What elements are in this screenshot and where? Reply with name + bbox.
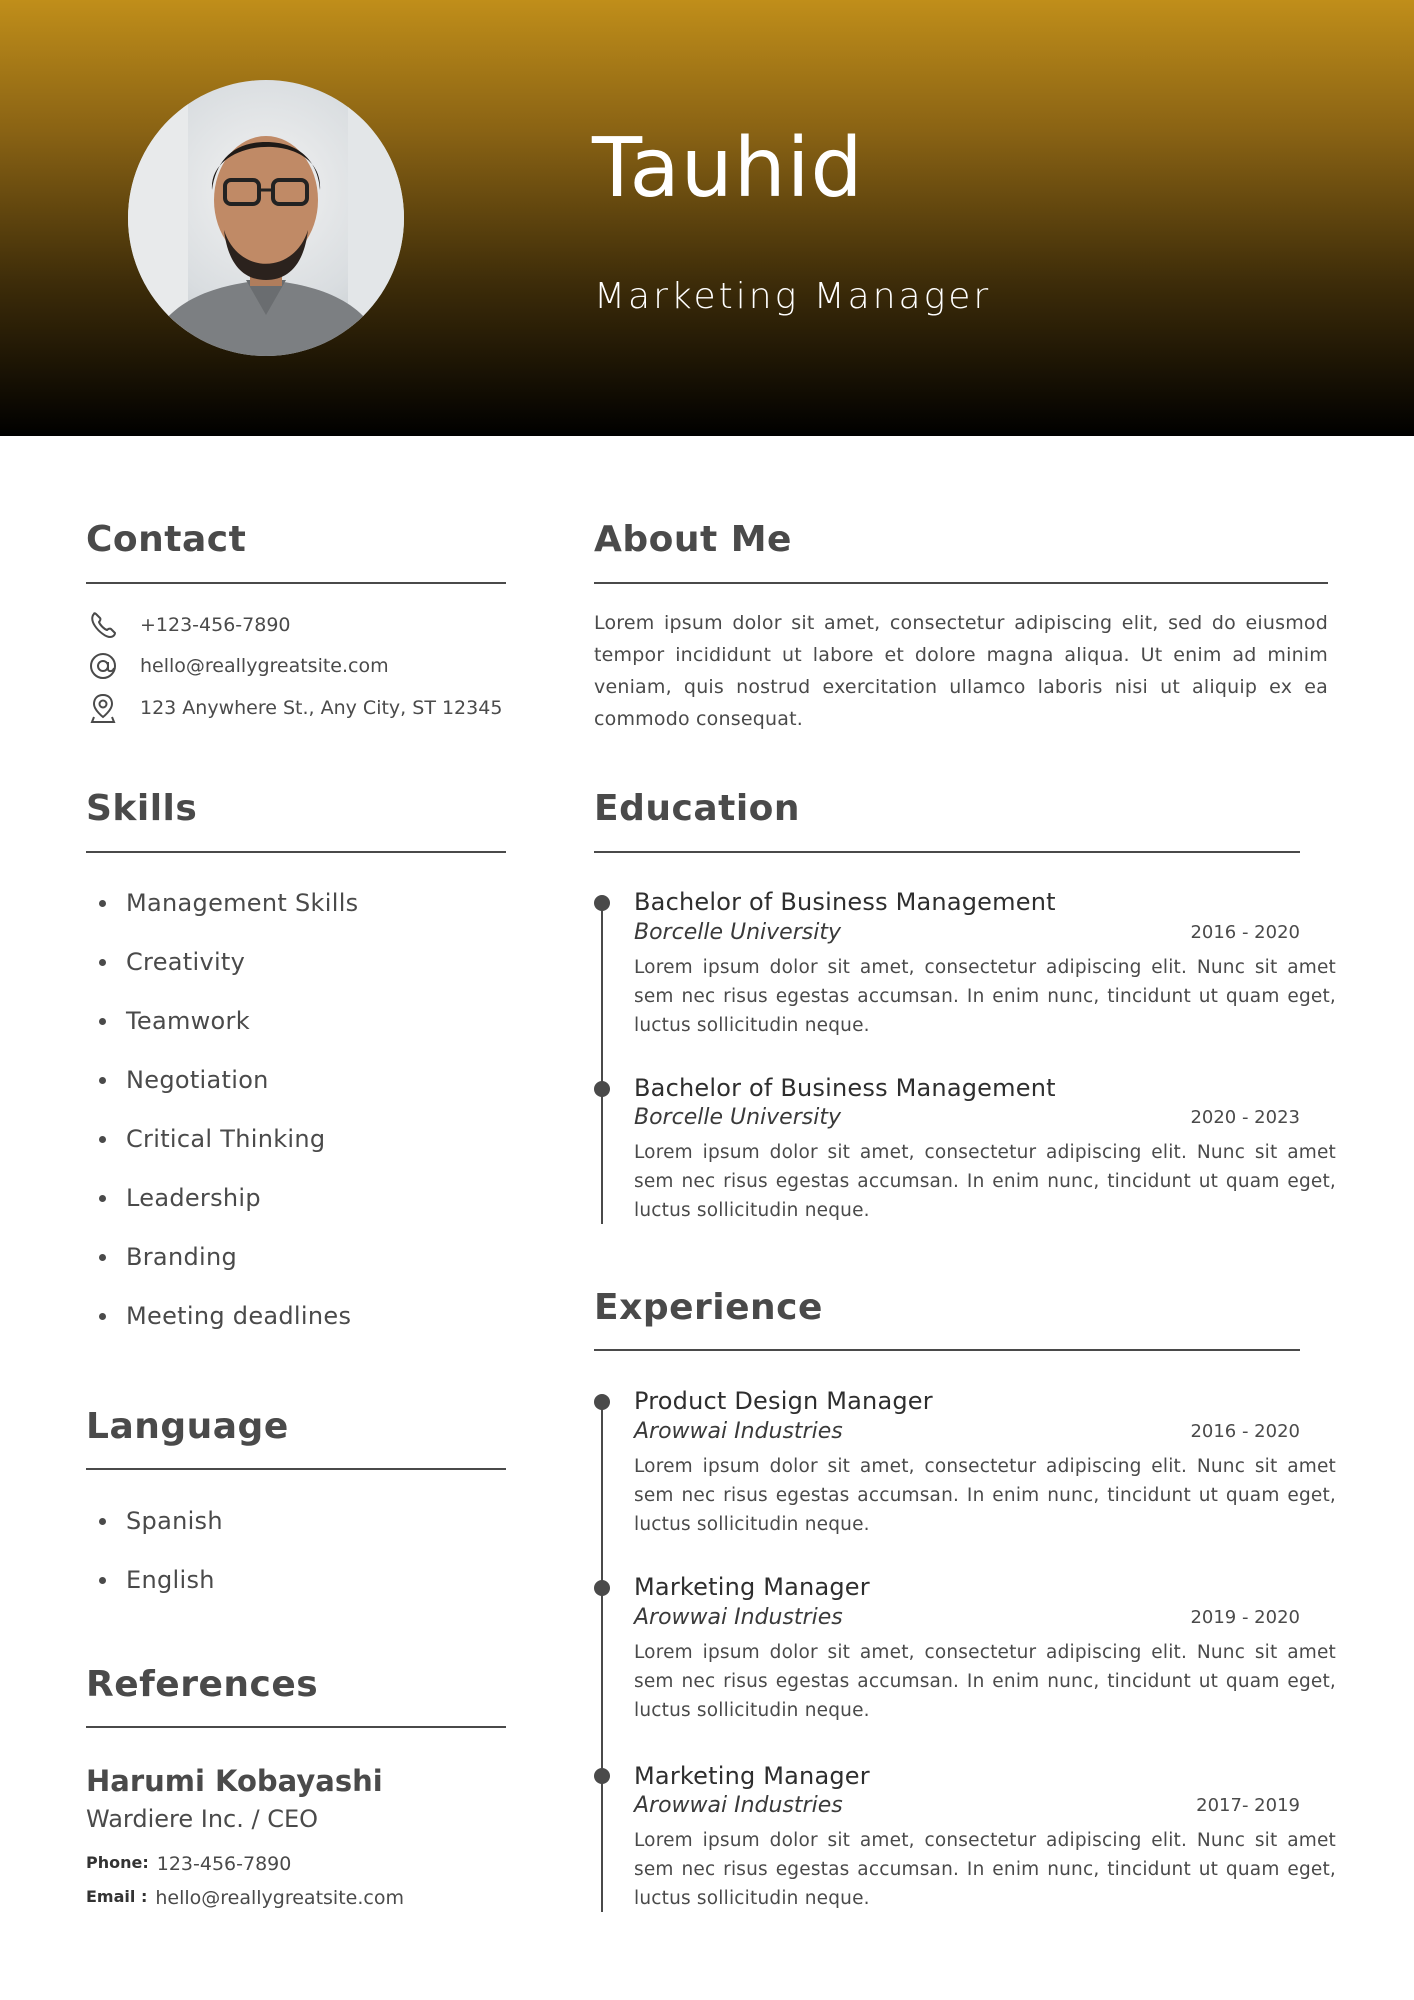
reference-phone-value[interactable]: 123-456-7890 (156, 1853, 292, 1875)
experience-position: Marketing Manager (634, 1762, 870, 1790)
contact-address[interactable] (86, 691, 502, 725)
reference-phone-label: Phone: (86, 1853, 149, 1872)
candidate-role: Marketing Manager (594, 276, 992, 317)
education-dates: 2016 - 2020 (1190, 922, 1300, 943)
experience-company: Arowwai Industries (634, 1605, 843, 1630)
education-description: Lorem ipsum dolor sit amet, consectetur adipiscing elit. Nunc sit amet sem nec risus egestas accumsan. In enim nunc, tincidunt ut quam eget, luctus sollicitudin neque. (634, 957, 1336, 1036)
skill-item: Negotiation (86, 1063, 358, 1122)
reference-org: Wardiere Inc. / CEO (86, 1805, 319, 1833)
experience-timeline (601, 1400, 603, 1912)
language-heading: Language (86, 1406, 289, 1447)
education-divider (594, 851, 1300, 853)
references-heading: References (86, 1664, 319, 1705)
experience-company: Arowwai Industries (634, 1419, 843, 1444)
reference-phone (86, 1853, 291, 1875)
experience-position: Marketing Manager (634, 1573, 870, 1601)
timeline-dot (594, 895, 610, 911)
experience-dates: 2019 - 2020 (1190, 1607, 1300, 1628)
experience-description: Lorem ipsum dolor sit amet, consectetur adipiscing elit. Nunc sit amet sem nec risus egestas accumsan. In enim nunc, tincidunt ut quam eget, luctus sollicitudin neque. (634, 1830, 1336, 1909)
education-heading: Education (594, 788, 801, 829)
skill-item: Meeting deadlines (86, 1299, 358, 1358)
experience-position: Product Design Manager (634, 1387, 933, 1415)
experience-heading: Experience (594, 1287, 823, 1328)
skill-item: Leadership (86, 1181, 358, 1240)
skill-item: Teamwork (86, 1004, 358, 1063)
about-divider (594, 582, 1328, 584)
experience-divider (594, 1349, 1300, 1351)
about-heading: About Me (594, 519, 792, 560)
experience-company: Arowwai Industries (634, 1793, 843, 1818)
timeline-dot (594, 1081, 610, 1097)
timeline-dot (594, 1580, 610, 1596)
education-school: Borcelle University (634, 1105, 841, 1130)
contact-email[interactable] (86, 649, 389, 683)
skills-divider (86, 851, 506, 853)
skill-item: Branding (86, 1240, 358, 1299)
language-item: Spanish (86, 1504, 223, 1563)
contact-address-text: 123 Anywhere St., Any City, ST 12345 (140, 697, 503, 719)
language-item: English (86, 1563, 223, 1622)
education-timeline (601, 902, 603, 1224)
contact-email-text: hello@reallygreatsite.com (140, 655, 389, 677)
candidate-name: Tauhid (592, 121, 864, 216)
experience-dates: 2016 - 2020 (1190, 1421, 1300, 1442)
language-list (86, 1504, 223, 1622)
education-description: Lorem ipsum dolor sit amet, consectetur adipiscing elit. Nunc sit amet sem nec risus egestas accumsan. In enim nunc, tincidunt ut quam eget, luctus sollicitudin neque. (634, 1142, 1336, 1221)
contact-divider (86, 582, 506, 584)
education-degree: Bachelor of Business Management (634, 1074, 1056, 1102)
profile-photo (128, 80, 404, 356)
skills-list (86, 886, 358, 1358)
email-icon (86, 649, 120, 683)
skills-heading: Skills (86, 788, 198, 829)
experience-description: Lorem ipsum dolor sit amet, consectetur adipiscing elit. Nunc sit amet sem nec risus egestas accumsan. In enim nunc, tincidunt ut quam eget, luctus sollicitudin neque. (634, 1642, 1336, 1721)
education-degree: Bachelor of Business Management (634, 888, 1056, 916)
references-divider (86, 1726, 506, 1728)
phone-icon (86, 608, 120, 642)
contact-heading: Contact (86, 519, 247, 560)
experience-description: Lorem ipsum dolor sit amet, consectetur adipiscing elit. Nunc sit amet sem nec risus egestas accumsan. In enim nunc, tincidunt ut quam eget, luctus sollicitudin neque. (634, 1456, 1336, 1535)
contact-phone-text: +123-456-7890 (140, 614, 291, 636)
skill-item: Creativity (86, 945, 358, 1004)
location-icon (86, 691, 120, 725)
language-divider (86, 1468, 506, 1470)
header-banner (0, 0, 1414, 436)
education-dates: 2020 - 2023 (1190, 1107, 1300, 1128)
contact-phone[interactable] (86, 608, 291, 642)
timeline-dot (594, 1768, 610, 1784)
timeline-dot (594, 1394, 610, 1410)
reference-name: Harumi Kobayashi (86, 1764, 383, 1798)
experience-dates: 2017- 2019 (1196, 1795, 1300, 1816)
reference-email-label: Email : (86, 1887, 148, 1906)
skill-item: Critical Thinking (86, 1122, 358, 1181)
reference-email (86, 1887, 404, 1909)
education-school: Borcelle University (634, 920, 841, 945)
reference-email-value[interactable]: hello@reallygreatsite.com (155, 1887, 404, 1909)
about-text: Lorem ipsum dolor sit amet, consectetur adipiscing elit, sed do eiusmod tempor incididunt ut labore et dolore magna aliqua. Ut enim ad minim veniam, quis nostrud exercitation ullamco laboris nisi ut aliquip ex ea commodo consequat. (594, 612, 1328, 730)
person-portrait-icon (128, 80, 404, 356)
skill-item: Management Skills (86, 886, 358, 945)
